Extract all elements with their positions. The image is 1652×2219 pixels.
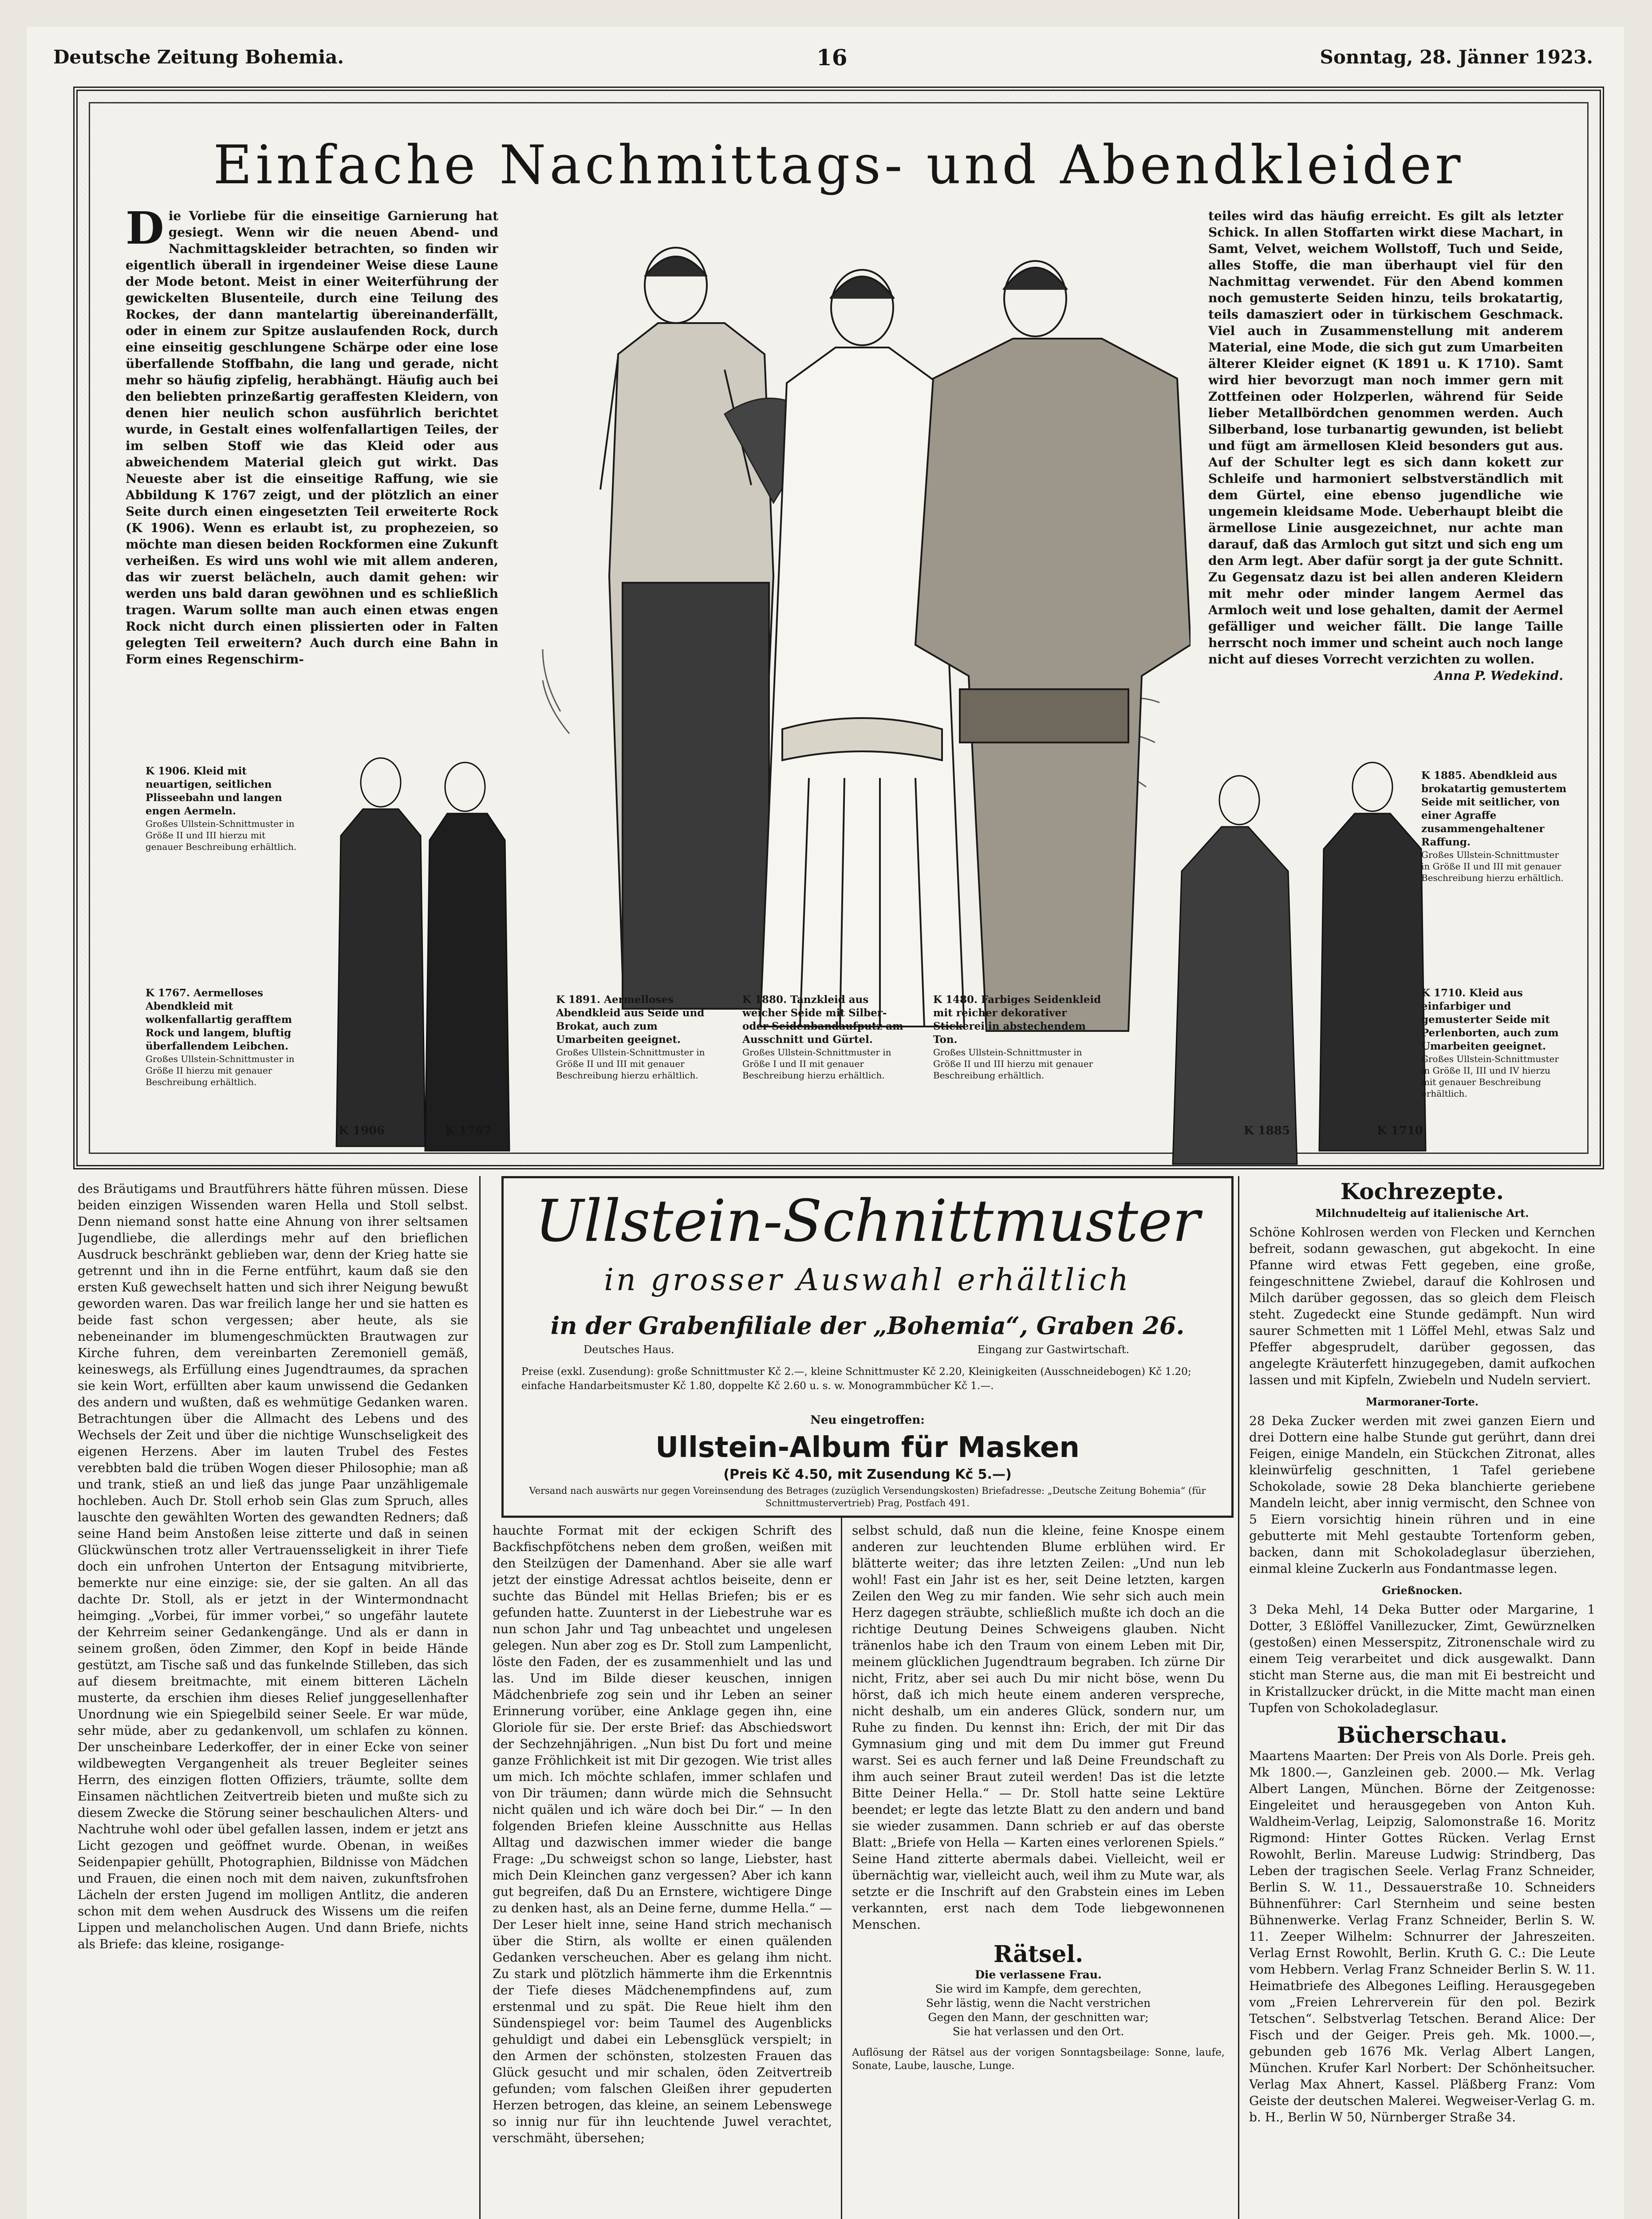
caption-k1710: K 1710. Kleid aus einfarbiger und gemusterter Seide mit Perlenborten, auch zum Umarbeiten geeignet. Großes Ullstein-Schnittmuster in Größe II, III und IV hierzu mit genauer Beschreibung erhältlich. xyxy=(1421,987,1559,1099)
figure-code-label: K 1710 xyxy=(1377,1124,1423,1137)
newspaper-name: Deutsche Zeitung Bohemia. xyxy=(53,46,344,68)
recipes-title: Kochrezepte. xyxy=(1340,1181,1504,1204)
recipe-text: 28 Deka Zucker werden mit zwei ganzen Eiern und drei Dottern eine halbe Stunde gut gerührt, dann drei Feigen, einige Mandeln, ein Stückchen Zitronat, alles kleinwürfelig geschnitten, 1 Tafel geriebene Schokolade, sowie 28 Deka blanchierte geriebene Mandeln leicht, aber innig vermischt, den Schnee von 5 Eiern vorsichtig hinein rühren und in eine gebutterte mit Mehl gestaubte Tortenform geben, backen, dann mit Schokoladeglasur überziehen, einmal kleine Zuckerln aus Fondantmasse legen. xyxy=(1249,1414,1595,1576)
ad-location: in der Grabenfiliale der „Bohemia“, Graben 26. xyxy=(550,1311,1185,1340)
riddle-answer: Auflösung der Rätsel aus der vorigen Sonntagsbeilage: Sonne, laufe, Sonate, Laube, lausche, Lunge. xyxy=(852,2047,1225,2072)
issue-date: Sonntag, 28. Jänner 1923. xyxy=(1320,46,1593,68)
riddle-heading: Die verlassene Frau. xyxy=(975,1968,1102,1981)
column-rule xyxy=(1238,1176,1239,2219)
feature-author: Anna P. Wedekind. xyxy=(1434,668,1563,683)
story-text: selbst schuld, daß nun die kleine, feine Knospe einem anderen zur leuchtenden Blume erblühen wird. Er blätterte weiter; das ihre letzten Zeilen: „Und nun leb wohl! Fast ein Jahr ist es her, seit Deine letzten, kargen Zeilen den Weg zu mir fanden. Wie sehr sich auch mein Herz dagegen sträubte, schließlich mußte ich doch an die richtige Deutung Deines Schweigens glauben. Nicht tränenlos habe ich den Traum von einem Leben mit Dir, meinem glücklichen Jugendtraum begraben. Ich zürne Dir nicht, Fritz, aber sei auch Du mir nicht böse, wenn Du hörst, daß ich mich heute einem anderen verspreche, nicht deshalb, um ein anderes Glück, sondern nur, um Ruhe zu finden. Du kennst ihn: Erich, der mit Dir das Gymnasium ging und mit dem Du immer gut Freund warst. Sei es auch ferner und laß Deine Freundschaft zu ihm auch seiner Braut zuteil werden! Das ist die letzte Bitte Deiner Hella.“ — Dr. Stoll hatte seine Lektüre beendet; er legte das letzte Blatt zu den andern und band sie wieder zusammen. Dann schrieb er auf das oberste Blatt: „Briefe von Hella — Karten eines verlorenen Spiels.“ Seine Hand zitterte abermals dabei. Vielleicht, weil er übernächtig war, vielleicht auch, weil ihm zu Mute war, als setzte er die Inschrift auf den Grabstein eines im Leben verkannten, erst nach dem Tode liebgewonnenen Menschen. xyxy=(852,1523,1225,1932)
recipe-title: Milchnudelteig auf italienische Art. xyxy=(1315,1207,1529,1220)
fashion-feature-frame xyxy=(73,87,1604,1169)
recipe-text: 3 Deka Mehl, 14 Deka Butter oder Margarine, 1 Dotter, 3 Eßlöffel Vanillezucker, Zimt, Gewürznelken (gestoßen) einen Messerspitz, Zitronenschale wird zu einem Teig verarbeitet und dick ausgewalkt. Dann sticht man Sterne aus, die man mit Ei bestreicht und in Kristallzucker drückt, in die Mitte macht man einen Tupfen von Schokoladeglasur. xyxy=(1249,1602,1595,1715)
caption-k1891: K 1891. Aermelloses Abendkleid aus Seide und Brokat, auch zum Umarbeiten geeignet. Großes Ullstein-Schnittmuster in Größe II und III mit genauer Beschreibung hierzu erhältlich. xyxy=(556,994,705,1081)
feature-right-column xyxy=(1208,208,1563,745)
story-column-2 xyxy=(493,1522,832,2219)
column-rule xyxy=(479,1176,481,2219)
ullstein-advertisement xyxy=(501,1176,1234,1518)
recipe-title: Grießnocken. xyxy=(1382,1584,1463,1597)
column-rule xyxy=(841,1518,842,2219)
ad-order-info: Versand nach auswärts nur gegen Voreinsendung des Betrages (zuzüglich Versendungskosten) Briefadresse: „Deutsche Zeitung Bohemia“ (für Schnittmustervertrieb) Prag, Postfach 491. xyxy=(529,1485,1206,1508)
story-column-1 xyxy=(78,1181,468,2219)
drop-cap: D xyxy=(126,208,164,254)
riddle-line: Sie hat verlassen und den Ort. xyxy=(952,2025,1124,2038)
ad-location-left: Deutsches Haus. xyxy=(584,1343,674,1356)
riddle-line: Sehr lästig, wenn die Nacht verstrichen xyxy=(926,1997,1151,2010)
figure-code-label: K 1767 xyxy=(445,1124,492,1137)
running-head xyxy=(53,41,1593,72)
feature-right-text: teiles wird das häufig erreicht. Es gilt als letzter Schick. In allen Stoffarten wirkt diese Machart, in Samt, Velvet, weichem Wollstoff, Tuch und Seide, alles Stoffe, die man überhaupt viel für den Nachmittag verwendet. Für den Abend kommen noch gemusterte Seiden hinzu, teils brokatartig, teils damasziert oder in türkischem Geschmack. Viel auch in Zusammenstellung mit anderem Material, eine Mode, die sich gut zum Umarbeiten älterer Kleider eignet (K 1891 u. K 1710). Samt wird hier bevorzugt man noch immer gern mit Zottfeinen oder Holzperlen, während für Seide lieber Metallbördchen genommen werden. Auch Silberband, lose turbanartig gewunden, ist beliebt und fügt am ärmellosen Kleid besonders gut aus. Auf der Schulter legt es sich dann kokett zur Schleife und harmoniert selbstverständlich mit dem Gürtel, eine ebenso jugendliche wie ungemein kleidsame Mode. Ueberhaupt bleibt die ärmellose Linie ausgezeichnet, nur achte man darauf, daß das Armloch gut sitzt und sich eng um den Arm legt. Aber dafür sorgt ja der gute Schnitt. Zu Gegensatz dazu ist bei allen anderen Kleidern mit mehr oder minder langem Aermel das Armloch weit und lose gehalten, damit der Aermel gefälliger und weicher fällt. Die lange Taille herrscht noch immer und scheint auch noch lange nicht auf dieses Vorrecht verzichten zu wollen. xyxy=(1208,209,1563,667)
riddle-line: Sie wird im Kampfe, dem gerechten, xyxy=(935,1982,1142,1995)
ad-album-price: (Preis Kč 4.50, mit Zusendung Kč 5.—) xyxy=(723,1467,1012,1482)
caption-k1906: K 1906. Kleid mit neuartigen, seitlichen Plisseebahn und langen engen Aermeln. Großes Ullstein-Schnittmuster in Größe II und III hierzu mit genauer Beschreibung erhältlich. xyxy=(146,765,297,852)
story-column-3 xyxy=(852,1522,1225,2219)
caption-k1480: K 1480. Farbiges Seidenkleid mit reicher dekorativer Stickerei in abstechendem Ton. Großes Ullstein-Schnittmuster in Größe II und III hierzu mit genauer Beschreibung erhältlich. xyxy=(933,994,1101,1081)
books-text: Maartens Maarten: Der Preis von Als Dorle. Preis geh. Mk 1800.—, Ganzleinen geb. 2000.— Mk. Verlag Albert Langen, München. Börne der Zeitgenosse: Eingeleitet und herausgegeben von Anton Kuh. Waldheim-Verlag, Leipzig, Salomonstraße 16. Moritz Rigmond: Hinter Gottes Rücken. Verlag Ernst Rowohlt, Berlin. Mareuse Ludwig: Strindberg, Das Leben der tragischen Seele. Verlag Franz Schneider, Berlin S. W. 11., Dessauerstraße 10. Schneiders Bühnenführer: Carl Sternheim und seine besten Bühnenwerke. Verlag Franz Schneider, Berlin S. W. 11. Zeeper Wilhelm: Schnurrer der Jahreszeiten. Verlag Ernst Rowohlt, Berlin. Kruth G. C.: Die Leute vom Hebbern. Verlag Franz Schneider Berlin S. W. 11. Heimatbriefe des Albegones Leifling. Herausgegeben vom „Freien Lehrerverein für den pol. Bezirk Tetschen“. Selbstverlag Tetschen. Berand Alice: Der Fisch und der Geiger. Preis geh. Mk. 1000.—, gebunden geb 1676 Mk. Verlag Albert Langen, München. Krufer Karl Norbert: Der Schönheitsucher. Verlag Max Ahnert, Kassel. Pläßberg Franz: Vom Geiste der deutschen Malerei. Wegweiser-Verlag G. m. b. H., Berlin W 50, Nürnberger Straße 34. xyxy=(1249,1749,1595,2124)
caption-k1885: K 1885. Abendkleid aus brokatartig gemustertem Seide mit seitlicher, von einer Agraffe zusammengehaltener Raffung. Großes Ullstein-Schnittmuster in Größe II und III mit genauer Beschreibung hierzu erhältlich. xyxy=(1421,770,1567,883)
ad-prices: Preise (exkl. Zusendung): große Schnittmuster Kč 2.—, kleine Schnittmuster Kč 2.20, Kleinigkeiten (Ausschneidebogen) Kč 1.20; einfache Handarbeitsmuster Kč 1.80, doppelte Kč 2.60 u. s. w. Monogrammbücher Kč 1.—. xyxy=(521,1366,1191,1392)
figure-k1891 xyxy=(600,248,773,1009)
ad-brand: Ullstein-Schnittmuster xyxy=(535,1187,1200,1255)
figure-k1906 xyxy=(336,758,425,1146)
recipe-text: Schöne Kohlrosen werden von Flecken und Kernchen befreit, sodann gewaschen, gut abgekocht. In eine Pfanne wird etwas Fett gegeben, eine große, feingeschnittene Zwiebel, darauf die Kohlrosen und Milch darüber gegossen, das so gleich dem Fleisch steht. Zugedeckt eine Stunde gedämpft. Nun wird saurer Schmetten mit 1 Löffel Mehl, etwas Salz und Pfeffer abgesprudelt, darüber gegossen, das angelegte Kräuterfett hinzugegeben, damit aufkochen lassen und mit Kipfeln, Zwiebeln und Nudeln serviert. xyxy=(1249,1225,1595,1387)
feature-left-column xyxy=(126,208,498,740)
ad-location-right: Eingang zur Gastwirtschaft. xyxy=(977,1343,1129,1356)
recipe-title: Marmoraner-Torte. xyxy=(1365,1395,1479,1408)
ad-tagline: in grosser Auswahl erhältlich xyxy=(604,1263,1131,1298)
figure-code-label: K 1885 xyxy=(1244,1124,1290,1137)
page-number: 16 xyxy=(816,44,848,71)
story-text: hauchte Format mit der eckigen Schrift des Backfischpfötchens neben dem großen, weißen mit den Steilzügen der Damenhand. Aber sie alle warf jetzt der einstige Adressat achtlos beiseite, denn er suchte das Bündel mit Hellas Briefen; bis er es gefunden hatte. Zuunterst in der Liebestruhe war es nun schon Jahr und Tag unbeachtet und ungelesen gelegen. Nun aber zog es Dr. Stoll zum Lampenlicht, löste den Faden, der es zusammenhielt und las und las. Und im Bilde dieser keuschen, innigen Mädchenbriefe zog sein und ihr Leben an seiner Erinnerung vorüber, eine Anklage gegen ihn, eine Gloriole für sie. Der erste Brief: das Abschiedswort der Sechzehnjährigen. „Nun bist Du fort und meine ganze Fröhlichkeit ist mit Dir gezogen. Wie trist alles um mich. Ich möchte schlafen, immer schlafen und von Dir träumen; dann würde mich die Sehnsucht nicht quälen und ich wäre doch bei Dir.“ — In den folgenden Briefen kleine Ausschnitte aus Hellas Alltag und dazwischen immer wieder die bange Frage: „Du schweigst schon so lange, Liebster, hast mich Dein Kleinchen ganz vergessen? Aber ich kann gut begreifen, daß Du an Ernstere, wichtigere Dinge zu denken hast, als an Deine ferne, dumme Hella.“ — Der Leser hielt inne, seine Hand strich mechanisch über die Stirn, als wollte er einen quälenden Gedanken verscheuchen. Aber es gelang ihm nicht. Zu stark und plötzlich hämmerte ihm die Erkenntnis der Tiefe dieses Mädchenempfindens auf, zum erstenmal und zu spät. Die Reue hielt ihm den Sündenspiegel vor: beim Taumel des Augenblicks gehuldigt und dabei ein Lebensglück verspielt; in den Armen der schönsten, stolzesten Frauen das Glück gesucht und mir schalen, öden Zeitvertreib gefunden; vom falschen Gleißen ihrer gepuderten Herzen betrogen, das kleine, an seinem Lebenswege so innig nur für ihn leuchtende Juwel verachtet, verschmäht, übersehen; xyxy=(493,1523,832,2145)
books-title: Bücherschau. xyxy=(1337,1722,1508,1748)
fashion-illustration-main xyxy=(534,201,1191,1071)
recipes-books-column xyxy=(1249,1181,1595,2219)
story-text: des Bräutigams und Brautführers hätte führen müssen. Diese beiden einzigen Wissenden waren Hella und Stoll selbst. Denn niemand sonst hatte eine Ahnung von ihrer seltsamen Jugendliebe, die allerdings mehr auf den brieflichen Ausdruck beschränkt geblieben war, denn der Krieg hatte sie getrennt und ihn in die Ferne entführt, kaum daß sie den ersten Kuß gewechselt hatten und sich ihrer Neigung bewußt geworden waren. Das war freilich lange her und sie hatten es beide fast schon vergessen; aber heute, als sie nebeneinander im blumengeschmückten Brautwagen zur Kirche fuhren, dem vereinbarten Zeremoniell gemäß, keineswegs, als Erfüllung eines Jugendtraumes, da sprachen sie kein Wort, erfüllten aber kaum unwissend die Gedanken des andern und wußten, daß es wehmütige Gedanken waren. Betrachtungen über die Allmacht des Lebens und des Wechsels der Zeit und über die nichtige Wunschseligkeit des eigenen Herzens. Aber im lauten Trubel des Festes verebbten bald die trüben Wogen dieser Philosophie; man aß und trank, stieß an und ließ das junge Paar unzähligemale hochleben. Auch Dr. Stoll erhob sein Glas zum Spruch, alles lauschte den gewählten Worten des gewandten Redners; daß seine Hand beim Anstoßen leise zitterte und daß in seinen Glückwünschen trotz aller Vertrauensseligkeit in ihrer Tiefe doch ein unfrohen Unterton der Entsagung mitvibrierte, bemerkte nur eine einzige: sie, der sie galten. An all das dachte Dr. Stoll, als er jetzt in der Wintermondnacht heimging. „Vorbei, für immer vorbei,“ so ungefähr lautete der Kehrreim seiner Gedankengänge. Und als er dann in seinem großen, öden Zimmer, den Kopf in beide Hände gestützt, am Tische saß und das funkelnde Stilleben, das sich auf diesem breitmachte, mit einem bitteren Lächeln musterte, da erschien ihm dieses Relief junggesellenhafter Unordnung wie ein Spiegelbild seiner Seele. Er war müde, sehr müde, aber zu gedankenvoll, um schlafen zu können. Der unscheinbare Lederkoffer, der in einer Ecke von seiner wildbewegten Vergangenheit als treuer Begleiter seines Herrn, des einzigen flotten Offiziers, träumte, sollte dem Einsamen nächtlichen Zeitvertreib bieten und mußte sich zu diesem Zwecke die Störung seiner beschaulichen Alters- und Nachtruhe wohl oder übel gefallen lassen, indem er jetzt ans Licht gezogen und geöffnet wurde. Obenan, in weißes Seidenpapier gehüllt, Photographien, Bildnisse von Mädchen und Frauen, die einen noch mit dem naiven, zukunftsfrohen Lächeln der ersten Jugend im molligen Antlitz, die anderen schon mit dem wehen Ausdruck des Wissens um die reifen Lippen und melancholischen Augen. Und dann Briefe, nichts als Briefe: das kleine, rosigange- xyxy=(78,1181,468,1951)
figure-code-label: K 1906 xyxy=(339,1124,385,1137)
figure-k1885 xyxy=(1173,776,1297,1164)
riddle-title: Rätsel. xyxy=(993,1941,1084,1968)
figure-k1710 xyxy=(1319,762,1426,1151)
ad-album: Ullstein-Album für Masken xyxy=(655,1431,1080,1464)
ad-new-arrival: Neu eingetroffen: xyxy=(810,1414,925,1427)
fashion-feature xyxy=(89,102,1589,1154)
riddle-line: Gegen den Mann, der geschnitten war; xyxy=(928,2011,1149,2024)
caption-k1880: K 1880. Tanzkleid aus weicher Seide mit Silber- oder Seidenbandaufputz am Ausschnitt und Gürtel. Großes Ullstein-Schnittmuster in Größe I und II mit genauer Beschreibung hierzu erhältlich. xyxy=(742,994,903,1081)
feature-title: Einfache Nachmittags- und Abendkleider xyxy=(213,134,1464,196)
feature-left-text: ie Vorliebe für die einseitige Garnierung hat gesiegt. Wenn wir die neuen Abend- und Nachmittagskleider betrachten, so finden wir eigentlich überall in irgendeiner Weise diese Laune der Mode betont. Meist in einer Weiterführung der gewickelten Blusenteile, durch eine Teilung des Rockes, der dann mantelartig übereinanderfällt, oder in einem zur Spitze auslaufenden Rock, durch eine einseitig geschlungene Schärpe oder eine lose überfallende Stoffbahn, die lang und gerade, nicht mehr so häufig zipfelig, herabhängt. Häufig auch bei den beliebten prinzeßartig geraffesten Kleidern, von denen hier neulich schon ausführlich berichtet wurde, in Gestalt eines wolfenfallartigen Teiles, der im selben Stoff wie das Kleid oder aus abweichendem Material gleich gut wirkt. Das Neueste aber ist die einseitige Raffung, wie sie Abbildung K 1767 zeigt, und der plötzlich an einer Seite durch einen eingesetzten Teil erweiterte Rock (K 1906). Wenn es erlaubt ist, zu prophezeien, so möchte man diesen beiden Rockformen eine Zukunft verheißen. Es wird uns wohl wie mit allem anderen, das wir zuerst belächeln, auch damit gehen: wir werden uns bald daran gewöhnen und es schließlich tragen. Warum sollte man auch einen etwas engen Rock nicht durch einen plissierten oder in Falten gelegten Teil erweitern? Auch durch eine Bahn in Form eines Regenschirm- xyxy=(126,209,498,667)
figure-k1767 xyxy=(425,762,509,1151)
caption-k1767: K 1767. Aermelloses Abendkleid mit wolkenfallartig gerafftem Rock und langem, bluftig überfallendem Leibchen. Großes Ullstein-Schnittmuster in Größe II hierzu mit genauer Beschreibung erhältlich. xyxy=(146,987,295,1087)
